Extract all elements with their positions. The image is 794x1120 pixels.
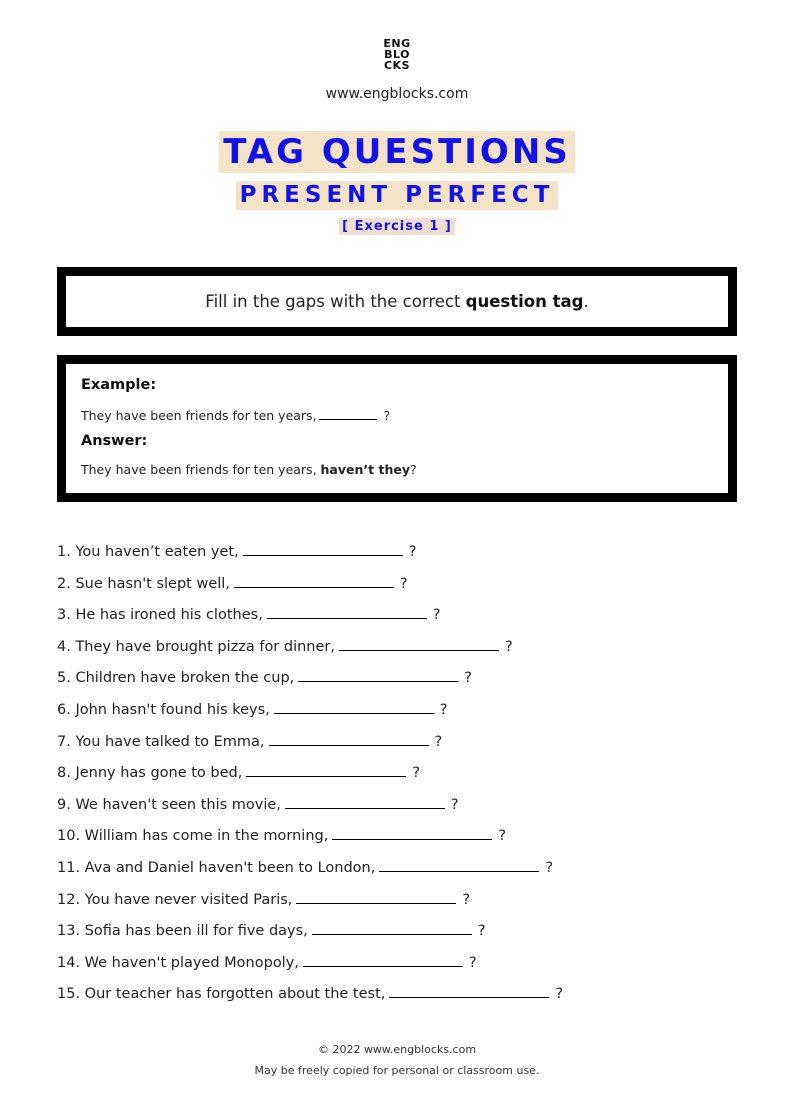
question-text: 12. You have never visited Paris, [57,891,293,908]
question-mark: ? [545,859,554,876]
question-item [57,918,747,950]
question-item [57,729,747,761]
example-sentence [81,407,390,423]
answer-blank[interactable] [379,855,539,872]
question-item [57,539,747,571]
footer-note: May be freely copied for personal or classroom use. [254,1064,540,1077]
question-item [57,950,747,982]
example-box [57,355,737,502]
question-text: 11. Ava and Daniel haven't been to London, [57,859,376,876]
question-mark: ? [505,638,513,655]
answer-blank[interactable] [274,697,434,714]
logo-line: BLO [384,48,410,61]
question-text: 2. Sue hasn't slept well, [57,575,230,592]
answer-blank[interactable] [267,602,427,619]
answer-blank[interactable] [312,918,472,935]
answer-blank[interactable] [389,981,549,998]
question-text: 13. Sofia has been ill for five days, [57,923,308,940]
question-text: 7. You have talked to Emma, [57,733,265,750]
answer-blank[interactable] [298,665,458,682]
answer-tag: haven’t they [320,462,410,477]
instruction-text [205,292,588,311]
question-item [57,823,747,855]
page-subtitle: PRESENT PERFECT [236,181,559,210]
question-mark: ? [450,796,459,813]
question-mark: ? [412,765,421,782]
question-item [57,571,747,603]
question-text: 3. He has ironed his clothes, [57,607,263,624]
engblocks-logo [0,38,794,71]
question-mark: ? [555,986,564,1003]
question-text: 14. We haven't played Monopoly, [57,954,299,971]
question-text: 15. Our teacher has forgotten about the test, [57,986,386,1003]
question-item [57,855,747,887]
question-item [57,634,747,666]
answer-blank[interactable] [234,571,394,588]
answer-blank[interactable] [339,634,499,651]
answer-blank[interactable] [303,950,463,967]
instruction-text-end: . [583,292,589,311]
question-mark: ? [439,701,448,718]
question-mark: ? [399,575,408,592]
answer-label: Answer: [81,433,148,449]
question-mark: ? [462,891,471,908]
footer-copyright: © 2022 www.engblocks.com [317,1043,477,1056]
logo-line: ENG [383,37,411,50]
question-text: 1. You haven’t eaten yet, [57,544,239,560]
instruction-bold: question tag [465,292,584,311]
question-list [57,539,747,1013]
exercise-wrapper [0,215,794,235]
example-question-mark: ? [383,408,391,423]
question-item [57,697,747,729]
answer-question-mark: ? [409,462,417,477]
question-item [57,665,747,697]
question-text: 5. Children have broken the cup, [57,670,295,687]
question-text: 10. William has come in the morning, [57,828,329,845]
subtitle-wrapper [0,181,794,210]
answer-sentence [81,462,417,477]
example-label: Example: [81,377,157,393]
question-text: 8. Jenny has gone to bed, [57,765,243,782]
answer-blank[interactable] [296,887,456,904]
question-text: 4. They have brought pizza for dinner, [57,638,335,655]
question-mark: ? [468,954,477,971]
question-item [57,792,747,824]
instruction-text-start: Fill in the gaps with the correct [205,292,466,311]
answer-blank[interactable] [285,792,445,809]
question-item [57,760,747,792]
answer-sentence-text: They have been friends for ten years, [81,462,317,477]
answer-blank[interactable] [269,729,429,746]
example-blank [319,407,377,420]
question-mark: ? [477,923,486,940]
instruction-box [57,267,737,336]
answer-blank[interactable] [243,539,403,556]
title-wrapper [0,131,794,173]
logo-line: CKS [383,59,411,72]
question-text: 6. John hasn't found his keys, [57,701,270,718]
page-title: TAG QUESTIONS [219,131,575,173]
question-mark: ? [498,828,507,845]
question-mark: ? [464,670,472,687]
question-mark: ? [434,733,443,750]
question-item [57,981,747,1013]
exercise-label: [ Exercise 1 ] [339,218,455,235]
question-item [57,887,747,919]
question-text: 9. We haven't seen this movie, [57,796,281,813]
question-mark: ? [408,544,417,560]
question-item [57,602,747,634]
site-url: www.engblocks.com [325,86,469,102]
answer-blank[interactable] [246,760,406,777]
example-sentence-text: They have been friends for ten years, [81,408,317,423]
question-mark: ? [432,607,441,624]
answer-blank[interactable] [332,823,492,840]
